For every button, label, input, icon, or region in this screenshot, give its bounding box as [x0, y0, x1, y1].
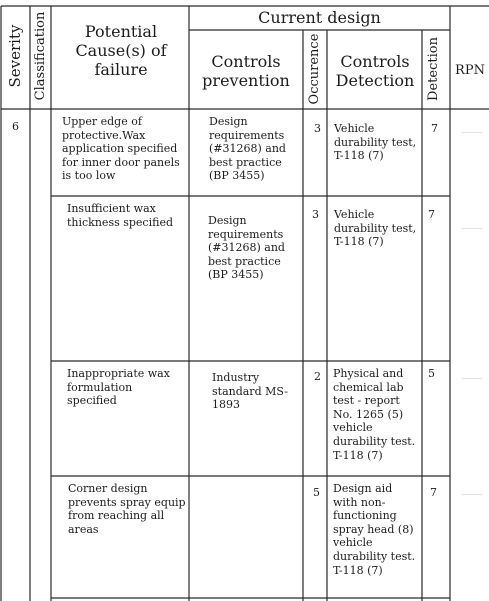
row-1-cause: Upper edge of protective.Wax application specified for inner door panels is too low [62, 115, 180, 183]
rpn-placeholder-mark [462, 378, 482, 379]
header-classification: Classification [33, 11, 48, 101]
header-controls-prevention: Controls prevention [202, 52, 290, 90]
rpn-placeholder-mark [462, 228, 482, 229]
header-current-design: Current design [258, 8, 381, 27]
severity-value: 6 [12, 120, 19, 133]
row-2-cause: Insufficient wax thickness specified [67, 202, 173, 229]
rpn-placeholder-mark [462, 494, 482, 495]
row-3-detection: 5 [428, 367, 435, 380]
header-potential-causes: Potential Cause(s) of failure [75, 22, 167, 79]
header-controls-detection: Controls Detection [335, 52, 415, 90]
row-3-occurrence: 2 [314, 370, 321, 383]
rpn-placeholder-mark [462, 132, 482, 133]
row-1-detection-control: Vehicle durability test, T-118 (7) [334, 122, 417, 163]
row-4-cause: Corner design prevents spray equip from reaching all areas [68, 482, 186, 536]
row-3-cause: Inappropriate wax formulation specified [67, 367, 170, 408]
row-2-occurrence: 3 [312, 208, 319, 221]
header-occurrence: Occurence [307, 33, 322, 105]
row-1-detection: 7 [431, 122, 438, 135]
row-2-detection-control: Vehicle durability test, T-118 (7) [334, 208, 417, 249]
header-severity: Severity [6, 24, 24, 88]
row-3-prevention: Industry standard MS-1893 [212, 371, 289, 412]
row-1-occurrence: 3 [314, 122, 321, 135]
row-3-detection-control: Physical and chemical lab test - report No. 1265 (5) vehicle durability test. T-118 (7) [333, 367, 416, 462]
row-4-detection-control: Design aid with non-functioning spray head (8) vehicle durability test. T-118 (7) [333, 482, 416, 577]
header-detection: Detection [426, 37, 441, 101]
row-4-detection: 7 [430, 486, 437, 499]
header-rpn: RPN [455, 63, 485, 78]
row-2-detection: 7 [428, 208, 435, 221]
row-4-occurrence: 5 [313, 486, 320, 499]
row-1-prevention: Design requirements (#31268) and best practice (BP 3455) [209, 115, 286, 183]
row-2-prevention: Design requirements (#31268) and best practice (BP 3455) [208, 214, 285, 282]
